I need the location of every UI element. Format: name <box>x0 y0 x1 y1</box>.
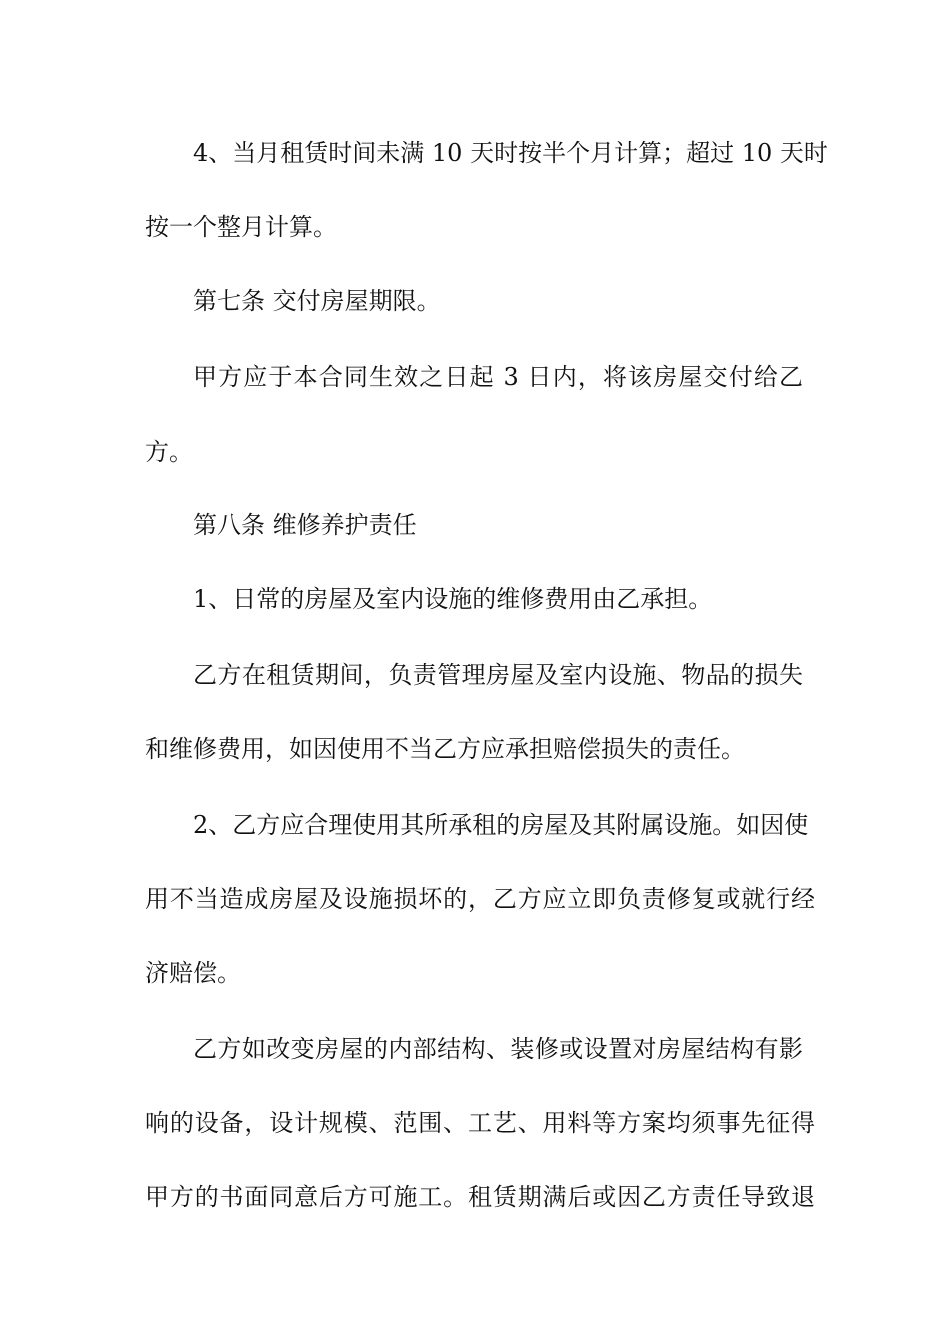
article-heading: 第七条 交付房屋期限。 <box>193 287 441 315</box>
paragraph-line: 乙方如改变房屋的内部结构、装修或设置对房屋结构有影 <box>193 1035 803 1063</box>
paragraph-line: 甲方应于本合同生效之日起 3 日内，将该房屋交付给乙 <box>193 363 803 391</box>
paragraph-line: 用不当造成房屋及设施损坏的，乙方应立即负责修复或就行经 <box>145 885 815 913</box>
paragraph-line: 和维修费用，如因使用不当乙方应承担赔偿损失的责任。 <box>145 735 745 763</box>
paragraph-line: 响的设备，设计规模、范围、工艺、用料等方案均须事先征得 <box>145 1109 815 1137</box>
paragraph-line: 乙方在租赁期间，负责管理房屋及室内设施、物品的损失 <box>193 661 803 689</box>
paragraph-line: 按一个整月计算。 <box>145 213 337 241</box>
paragraph-line: 1、日常的房屋及室内设施的维修费用由乙承担。 <box>193 585 713 613</box>
paragraph-line: 济赔偿。 <box>145 959 241 987</box>
article-heading: 第八条 维修养护责任 <box>193 511 417 539</box>
paragraph-line: 2、乙方应合理使用其所承租的房屋及其附属设施。如因使 <box>193 811 809 839</box>
paragraph-line: 甲方的书面同意后方可施工。租赁期满后或因乙方责任导致退 <box>145 1183 815 1211</box>
paragraph-line: 4、当月租赁时间未满 10 天时按半个月计算；超过 10 天时 <box>193 139 828 167</box>
paragraph-line: 方。 <box>145 438 193 466</box>
